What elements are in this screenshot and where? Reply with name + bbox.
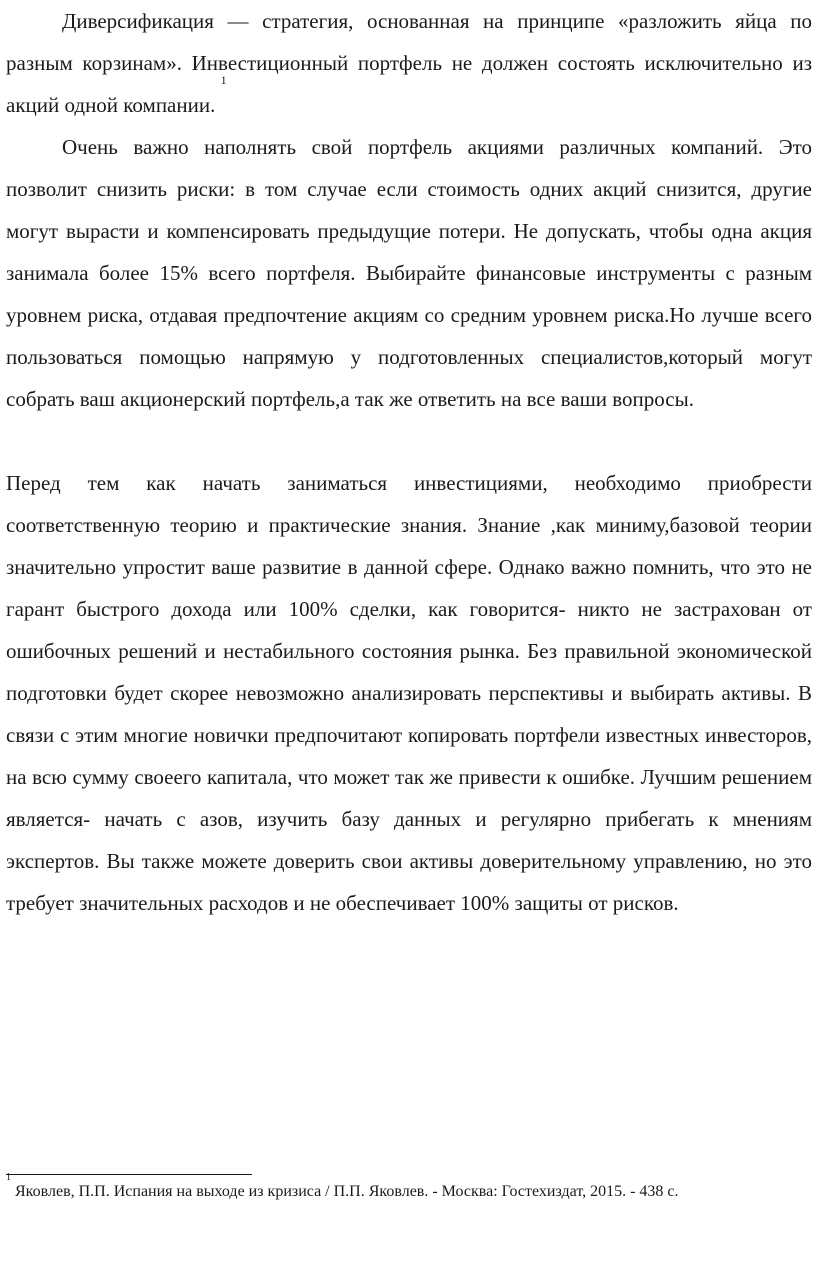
footnote-separator xyxy=(6,1174,252,1175)
footnote-marker: 1 xyxy=(6,1172,11,1183)
paragraph-portfolio: Очень важно наполнять свой портфель акциями различных компаний. Это позволит снизить риски: в том случае если стоимость одних акций снизится, другие могут вырасти и компенсировать предыдущие потери. Не допускать, чтобы одна акция занимала более 15% всего портфеля. Выбирайте финансовые инструменты с разным уровнем риска, отдавая предпочтение акциям со средним уровнем риска.Но лучше всего пользоваться помощью напрямую у подготовленных специалистов,который могут собрать ваш акционерский портфель,а так же ответить на все ваши вопросы. xyxy=(6,135,812,411)
document-body xyxy=(6,0,812,924)
footnote-reference: 1 xyxy=(220,73,227,87)
footnote-text: Яковлев, П.П. Испания на выходе из кризиса / П.П. Яковлев. - Москва: Гостехиздат, 2015. - 438 с. xyxy=(11,1183,679,1200)
footnote xyxy=(6,1172,806,1204)
paragraph-diversification-text: Диверсификация — стратегия, основанная на принципе «разложить яйца по разным корзинам». Инвестиционный портфель не должен состоять исключительно из акций одной компании. xyxy=(6,9,812,117)
paragraph-diversification xyxy=(6,0,812,126)
paragraph-investing-theory: Перед тем как начать заниматься инвестициями, необходимо приобрести соответственную теорию и практические знания. Знание ,как миниму,базовой теории значительно упростит ваше развитие в данной сфере. Однако важно помнить, что это не гарант быстрого дохода или 100% сделки, как говорится- никто не застрахован от ошибочных решений и нестабильного состояния рынка. Без правильной экономической подготовки будет скорее невозможно анализировать перспективы и выбирать активы. В связи с этим многие новички предпочитают копировать портфели известных инвесторов, на всю сумму своеего капитала, что может так же привести к ошибке. Лучшим решением является- начать с азов, изучить базу данных и регулярно прибегать к мнениям экспертов. Вы также можете доверить свои активы доверительному управлению, но это требует значительных расходов и не обеспечивает 100% защиты от рисков. xyxy=(6,471,812,915)
paragraph-spacer xyxy=(6,420,812,462)
